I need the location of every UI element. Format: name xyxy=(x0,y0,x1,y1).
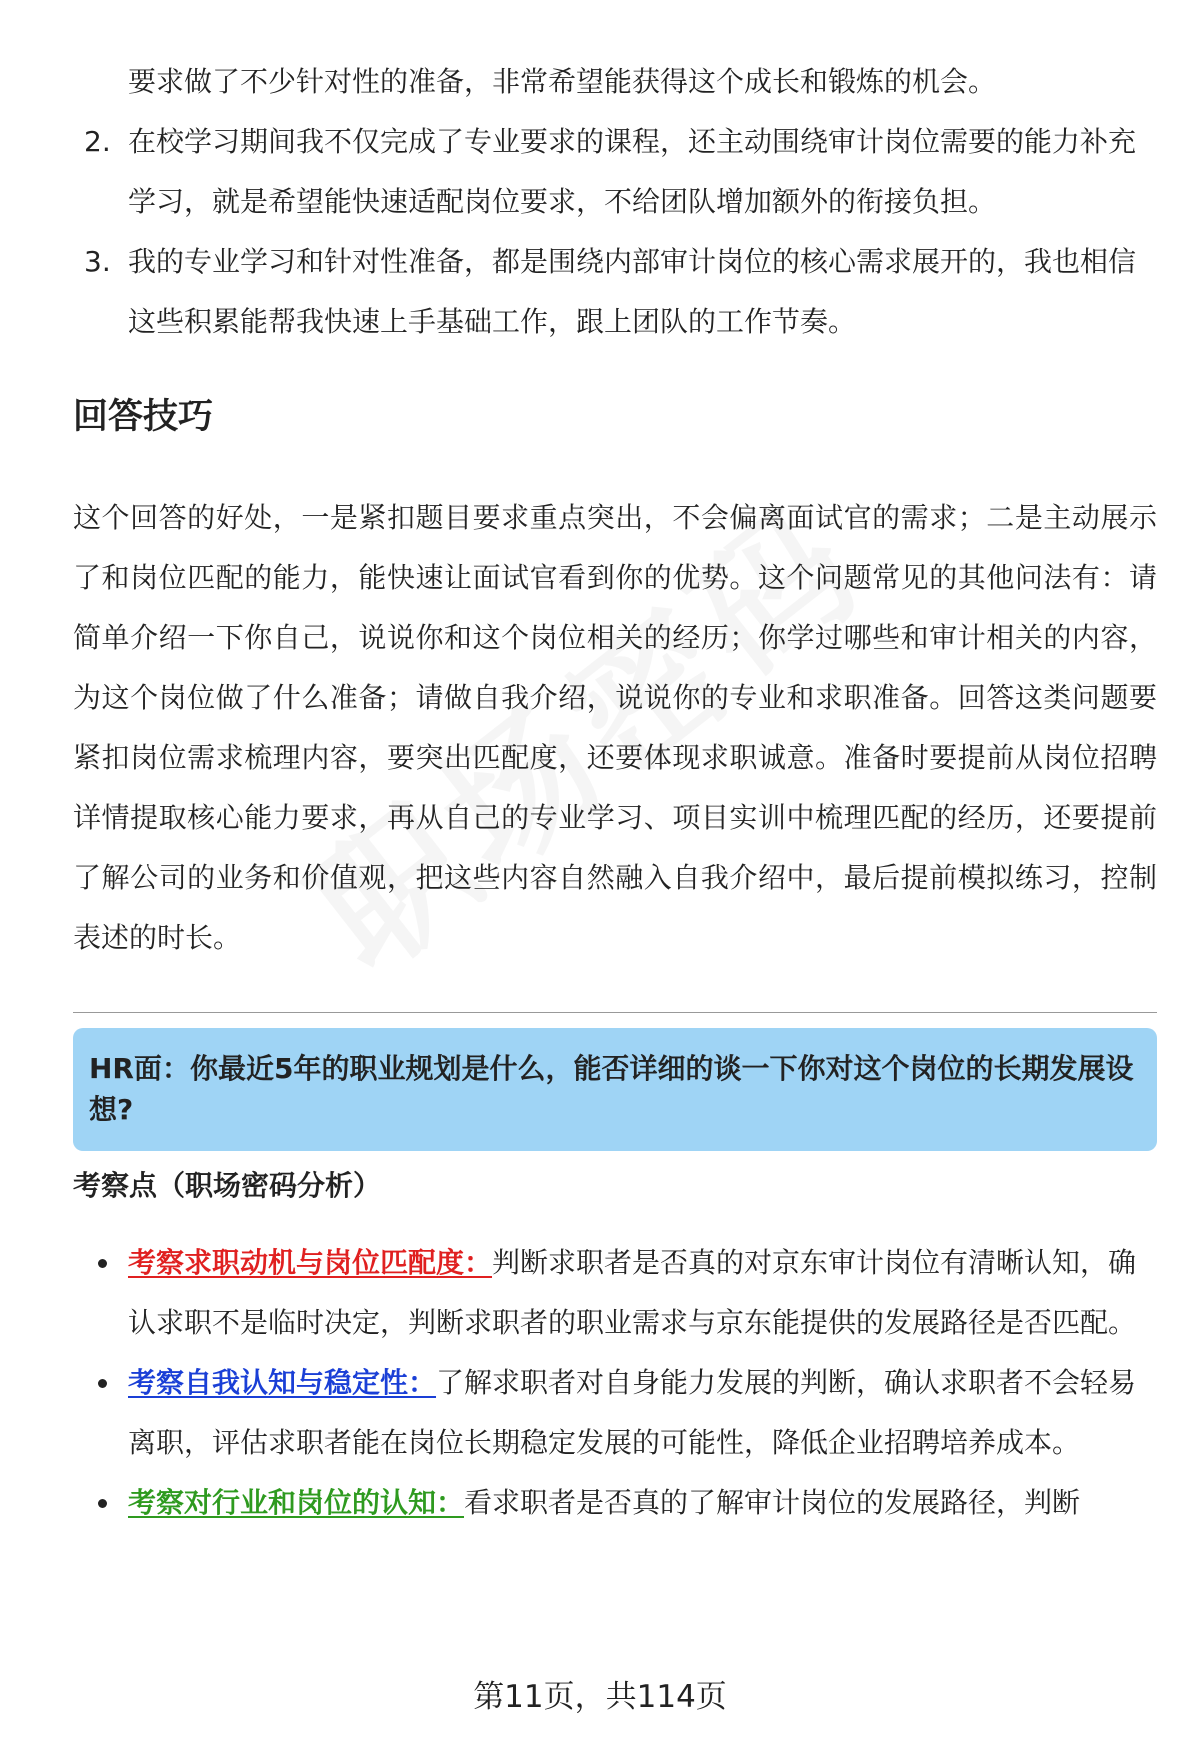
bullet-keyword: 考察自我认知与稳定性： xyxy=(128,1366,437,1399)
bullet-dot-icon xyxy=(98,1379,107,1388)
divider xyxy=(73,1012,1157,1013)
bullet-keyword: 考察对行业和岗位的认知： xyxy=(128,1486,465,1519)
page-number: 第11页，共114页 xyxy=(473,1679,727,1715)
analysis-bullet xyxy=(73,1353,1157,1473)
list-item-number: 3. xyxy=(84,245,111,278)
analysis-heading: 考察点（职场密码分析） xyxy=(73,1169,382,1202)
analysis-bullet-list xyxy=(73,1233,1157,1533)
bullet-dot-icon xyxy=(98,1259,107,1268)
question-text: HR面：你最近5年的职业规划是什么，能否详细的谈一下你对这个岗位的长期发展设想? xyxy=(89,1052,1134,1126)
list-item-text: 我的专业学习和针对性准备，都是围绕内部审计岗位的核心需求展开的，我也相信这些积累能帮我快速上手基础工作，跟上团队的工作节奏。 xyxy=(128,245,1137,338)
list-item-number: 2. xyxy=(84,125,111,158)
bullet-text: 判断求职者是否真的对京东审计岗位有清晰认知，确认求职不是临时决定，判断求职者的职业需求与京东能提供的发展路径是否匹配。 xyxy=(128,1246,1137,1339)
bullet-text: 看求职者是否真的了解审计岗位的发展路径，判断 xyxy=(464,1486,1081,1519)
analysis-bullet xyxy=(73,1233,1157,1353)
section-heading: 回答技巧 xyxy=(73,397,214,437)
bullet-keyword: 考察求职动机与岗位匹配度： xyxy=(128,1246,493,1279)
tips-paragraph: 这个回答的好处，一是紧扣题目要求重点突出，不会偏离面试官的需求；二是主动展示了和岗位匹配的能力，能快速让面试官看到你的优势。这个问题常见的其他问法有：请简单介绍一下你自己，说说你和这个岗位相关的经历；你学过哪些和审计相关的内容，为这个岗位做了什么准备；请做自我介绍，说说你的专业和求职准备。回答这类问题要紧扣岗位需求梳理内容，要突出匹配度，还要体现求职诚意。准备时要提前从岗位招聘详情提取核心能力要求，再从自己的专业学习、项目实训中梳理匹配的经历，还要提前了解公司的业务和价值观，把这些内容自然融入自我介绍中，最后提前模拟练习，控制表述的时长。 xyxy=(73,501,1157,954)
list-item-text: 在校学习期间我不仅完成了专业要求的课程，还主动围绕审计岗位需要的能力补充学习，就是希望能快速适配岗位要求，不给团队增加额外的衔接负担。 xyxy=(128,125,1137,218)
bullet-dot-icon xyxy=(98,1499,107,1508)
bullet-text: 了解求职者对自身能力发展的判断，确认求职者不会轻易离职，评估求职者能在岗位长期稳定发展的可能性，降低企业招聘培养成本。 xyxy=(128,1366,1137,1459)
analysis-bullet xyxy=(73,1473,1157,1533)
list-item-text: 要求做了不少针对性的准备，非常希望能获得这个成长和锻炼的机会。 xyxy=(128,65,997,98)
list-item xyxy=(73,232,1157,352)
question-callout xyxy=(73,1028,1157,1151)
list-item-continuation xyxy=(73,52,1157,112)
numbered-list xyxy=(73,52,1157,352)
list-item xyxy=(73,112,1157,232)
